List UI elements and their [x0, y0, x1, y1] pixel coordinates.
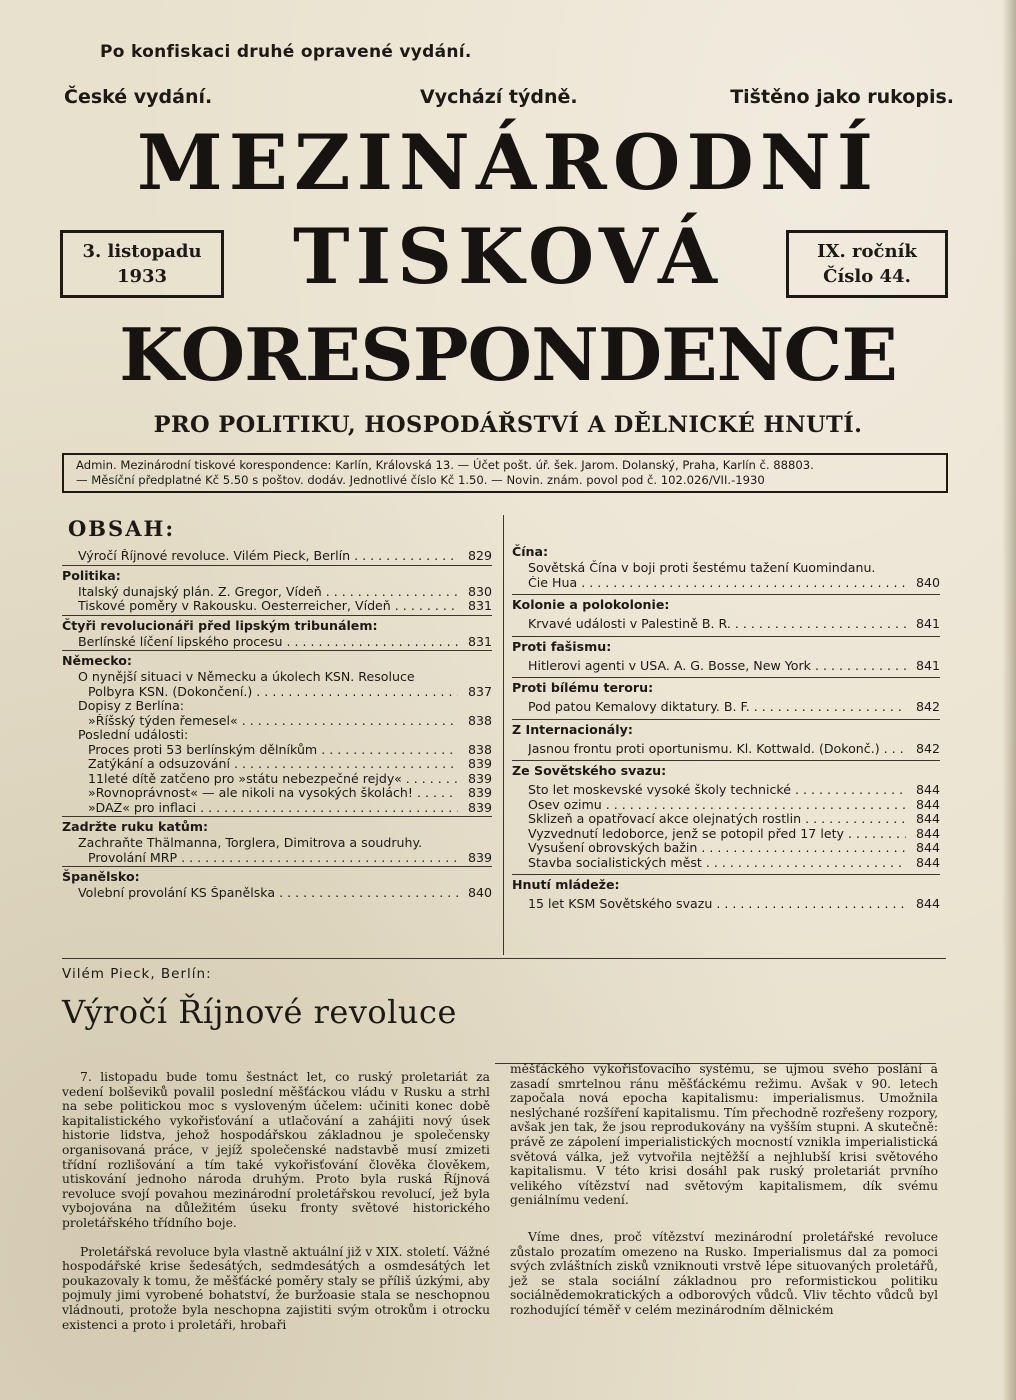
article-byline: Vilém Pieck, Berlín: — [62, 966, 212, 982]
toc-entry[interactable]: Jasnou frontu proti oportunismu. Kl. Kottwald. (Dokonč.) . . . 842 — [512, 742, 940, 757]
toc-entry[interactable]: Tiskové poměry v Rakousku. Oesterreicher, Vídeň . . . 831 — [62, 599, 492, 614]
toc-title: OBSAH: — [68, 516, 176, 541]
toc-entry[interactable]: Sto let moskevské vysoké školy technické . . . 844 — [512, 783, 940, 798]
toc-left-column — [62, 512, 492, 901]
admin-line-2: — Měsíční předplatné Kč 5.50 s poštov. dodáv. Jednotlivé číslo Kč 1.50. — Novin. znám. povol pod č. 102.026/VII.-1930 — [76, 473, 765, 487]
toc-entry[interactable]: Provolání MRP . . . 839 — [62, 851, 492, 866]
toc-section-heading: Hnutí mládeže: — [512, 874, 940, 894]
issue-box — [786, 230, 948, 298]
confiscation-note: Po konfiskaci druhé opravené vydání. — [100, 42, 472, 62]
toc-entry[interactable]: Hitlerovi agenti v USA. A. G. Bosse, New York . . . 841 — [512, 659, 940, 674]
masthead-line-3: KORESPONDENCE — [119, 312, 897, 397]
toc-entry-line[interactable]: Sovětská Čína v boji proti šestému tažení Kuomindanu. — [528, 560, 876, 575]
toc-entry[interactable]: Stavba socialistických měst . . . 844 — [512, 856, 940, 871]
toc-entry[interactable]: »Říšský týden řemesel« . . . 838 — [62, 714, 492, 729]
date-day: 3. listopadu — [82, 241, 202, 262]
toc-entry-line[interactable]: Zachraňte Thälmanna, Torglera, Dimitrova a soudruhy. — [78, 835, 423, 850]
section-divider — [62, 958, 946, 959]
toc-entry[interactable]: Italský dunajský plán. Z. Gregor, Vídeň . . . 830 — [62, 585, 492, 600]
toc-subheading: Dopisy z Berlína: — [78, 698, 185, 713]
toc-entry[interactable]: Vysušení obrovských bažin . . . 844 — [512, 841, 940, 856]
toc-entry[interactable]: Zatýkání a odsuzování . . . 839 — [62, 757, 492, 772]
article-paragraph: Víme dnes, proč vítězství mezinárodní proletářské revoluce zůstalo prozatím omezeno na Rusko. Imperialismus dal za pomoci svých zvláštních zisků vzniknouti vrstvě lépe situovaných proletářů, jež se stala sociální základnou pro reformistickou politiku sociálnědemokratických a odborových vůdců. Vliv těchto vůdců byl rozhodující téměř v celém mezinárodním dělnickém — [510, 1229, 938, 1317]
administration-box — [62, 453, 948, 493]
paper-edge — [1002, 0, 1016, 1400]
toc-entry[interactable]: 11leté dítě zatčeno pro »státu nebezpečné rejdy« . . . 839 — [62, 772, 492, 787]
toc-subheading: Poslední události: — [78, 727, 189, 742]
issue-number: Číslo 44. — [823, 266, 911, 287]
toc-section-heading: Zadržte ruku katům: — [62, 816, 492, 836]
toc-section-heading: Kolonie a polokolonie: — [512, 594, 940, 614]
toc-entry[interactable]: Berlínské líčení lipského procesu . . . 831 — [62, 635, 492, 650]
admin-line-1: Admin. Mezinárodní tiskové korespondence: Karlín, Královská 13. — Účet pošt. úř. šek. Jarom. Dolanský, Praha, Karlín č. 88803. — [76, 458, 814, 472]
toc-section-heading: Německo: — [62, 650, 492, 670]
toc-column-divider — [503, 515, 504, 955]
toc-entry[interactable]: Osev ozimu . . . 844 — [512, 798, 940, 813]
toc-entry[interactable]: Krvavé události v Palestině B. R. . . . 841 — [512, 617, 940, 632]
masthead-line-1: MEZINÁRODNÍ — [136, 118, 880, 207]
toc-section-heading: Proti fašismu: — [512, 636, 940, 656]
article-paragraph: 7. listopadu bude tomu šestnáct let, co ruský proletariát za vedení bolševiků povalil poslední měšťáckou vládu v Rusku a strhl na sebe politickou moc s vysloveným účelem: učiniti konec době kapitalistického vykořisťování a utlačování a zahájiti nový úsek historie lidstva, jehož hospodářskou základnou je společensky organisovaná práce, v jejíž společenské nadstavbě musí zmizeti třídní rozlišování a tím také vykořisťování člověka člověkem, utiskování jednoho národa druhým. Proto byla ruská Říjnová revoluce svojí povahou mezinárodní proletářskou revolucí, jež byla vybojována na důležitém úseku fronty světové historického proletářského třídního boje. — [62, 1070, 490, 1230]
toc-section-heading: Z Internacionály: — [512, 719, 940, 739]
toc-entry[interactable]: Sklizeň a opatřovací akce olejnatých rostlin . . . 844 — [512, 812, 940, 827]
toc-entry[interactable]: »DAZ« pro inflaci . . . 839 — [62, 801, 492, 816]
article-paragraph: měšťáckého vykořisťovacího systému, se ujmou svého poslání a zasadí smrtelnou ránu měšťáckému režimu. Avšak v 90. letech započala nová epocha kapitalismu: imperialismus. Umožnila neslýchané rozšíření kapitalismu. Tím přechodně rozřešeny rozpory, avšak jen tak, že jsou reprodukovány na vyšším stupni. A skutečně: právě ze zápolení imperialistických mocností vznikla imperialistická světová válka, jež vytvořila nejtěžší a nejhlubší krisi světového kapitalismu. V této krisi dosáhl pak ruský proletariát prvního velikého vítězství nad světovým kapitalismem, dík svému geniálnímu vedení. — [510, 1062, 938, 1208]
date-box — [60, 230, 224, 298]
toc-entry[interactable]: Vyzvednutí ledoborce, jenž se potopil před 17 lety . . . 844 — [512, 827, 940, 842]
date-year: 1933 — [116, 266, 168, 287]
toc-section-heading: Čtyři revolucionáři před lipským tribunálem: — [62, 615, 492, 635]
toc-section-heading: Politika: — [62, 565, 492, 585]
toc-entry-line[interactable]: O nynější situaci v Německu a úkolech KSN. Resoluce — [78, 669, 415, 684]
frequency-label: Vychází týdně. — [420, 86, 578, 108]
toc-right-column — [512, 512, 940, 912]
toc-entry[interactable]: Polbyra KSN. (Dokončení.) . . . 837 — [62, 685, 492, 700]
masthead-subtitle: PRO POLITIKU, HOSPODÁŘSTVÍ A DĚLNICKÉ HNUTÍ. — [153, 412, 863, 438]
masthead-line-2: TISKOVÁ — [293, 212, 723, 301]
article-column-left — [62, 1070, 490, 1346]
toc-section-heading: Proti bílému teroru: — [512, 677, 940, 697]
toc-entry[interactable]: Pod patou Kemalovy diktatury. B. F. . . . 842 — [512, 700, 940, 715]
edition-label: České vydání. — [64, 86, 213, 108]
toc-entry[interactable]: »Rovnoprávnost« — ale nikoli na vysokých školách! . . . 839 — [62, 786, 492, 801]
edition-row — [64, 86, 954, 114]
volume-label: IX. ročník — [817, 241, 917, 262]
toc-section-heading: Španělsko: — [62, 866, 492, 886]
article-paragraph: Proletářská revoluce byla vlastně aktuální již v XIX. století. Vážné hospodářské krise šedesátých, sedmdesátých a osmdesátých let poukazovaly k tomu, že měšťácké poměry staly se příliš úzkými, aby pojmuly jimi vyrobené bohatství, že buržoasie stala se neschopnou vládnouti, protože byla neschopna zajistiti svým otrokům i otrocku existenci a proto i proletáři, hrobaři — [62, 1244, 490, 1332]
print-note: Tištěno jako rukopis. — [730, 86, 954, 108]
toc-section-heading: Ze Sovětského svazu: — [512, 760, 940, 780]
toc-entry[interactable]: Volební provolání KS Španělska . . . 840 — [62, 886, 492, 901]
article-column-right — [510, 1062, 938, 1332]
toc-entry[interactable]: 15 let KSM Sovětského svazu . . . 844 — [512, 897, 940, 912]
toc-entry[interactable]: Proces proti 53 berlínským dělníkům . . . 838 — [62, 743, 492, 758]
article-title: Výročí Říjnové revoluce — [62, 993, 457, 1031]
toc-section-heading: Čína: — [512, 544, 549, 559]
toc-entry[interactable]: Čie Hua . . . 840 — [512, 576, 940, 591]
toc-entry[interactable]: Výročí Říjnové revoluce. Vilém Pieck, Berlín . . . 829 — [62, 549, 492, 564]
